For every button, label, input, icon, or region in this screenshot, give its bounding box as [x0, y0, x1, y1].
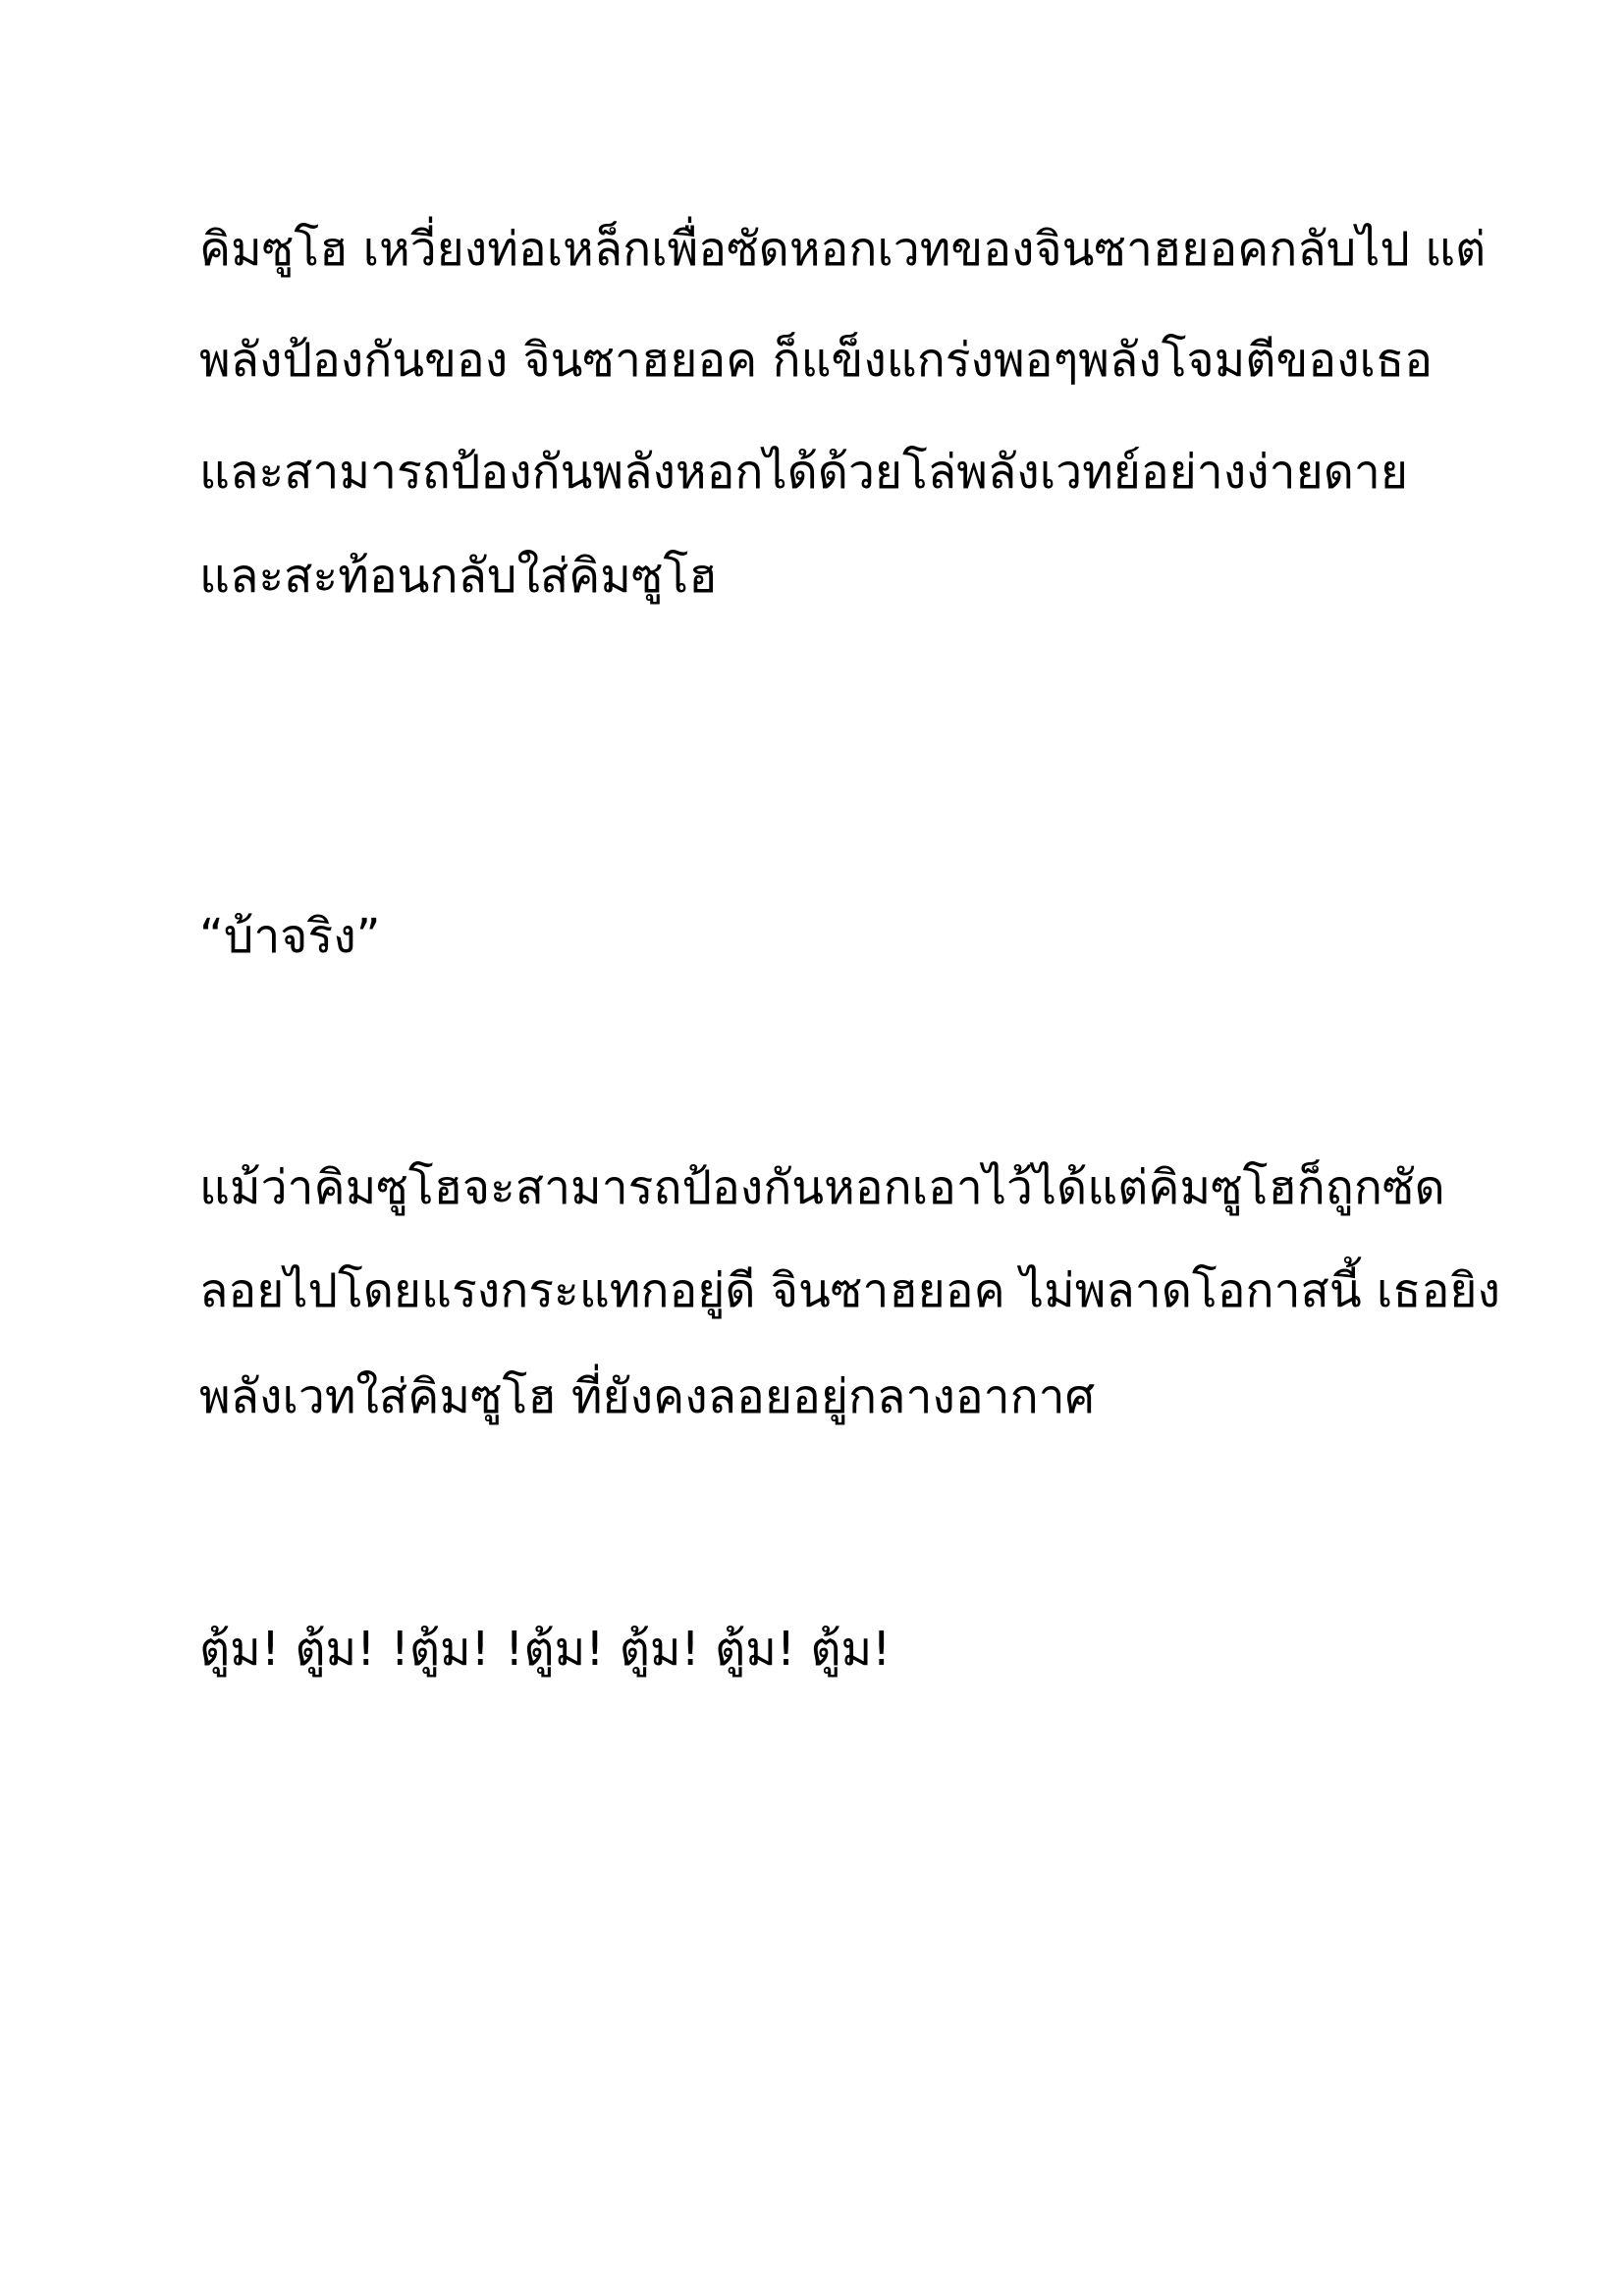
paragraph-line: และสามารถป้องกันพลังหอกได้ด้วยโล่พลังเวทย์อย่างง่ายดาย — [199, 445, 1408, 500]
paragraph-line: คิมซูโฮ เหวี่ยงท่อเหล็กเพื่อซัดหอกเวทของจินซาฮยอคกลับไป แต่ — [199, 222, 1487, 277]
paragraph-line: พลังเวทใส่คิมซูโฮ ที่ยังคงลอยอยู่กลางอากาศ — [199, 1369, 1096, 1424]
paragraph-line: พลังป้องกันของ จินซาฮยอค ก็แข็งแกร่งพอๆพลังโจมตีของเธอ — [199, 333, 1434, 388]
paragraph-line: แม้ว่าคิมซูโฮจะสามารถป้องกันหอกเอาไว้ได้แต่คิมซูโฮก็ถูกซัด — [199, 1160, 1445, 1215]
paragraph-line: และสะท้อนกลับใส่คิมซูโฮ — [199, 549, 718, 604]
dialogue-line: “บ้าจริง” — [199, 909, 381, 964]
sound-effect-line: ตู้ม! ตู้ม! !ตู้ม! !ตู้ม! ตู้ม! ตู้ม! ตู้ม! — [199, 1622, 892, 1677]
paragraph-line: ลอยไปโดยแรงกระแทกอยู่ดี จินซาฮยอค ไม่พลาดโอกาสนี้ เธอยิง — [199, 1263, 1500, 1318]
